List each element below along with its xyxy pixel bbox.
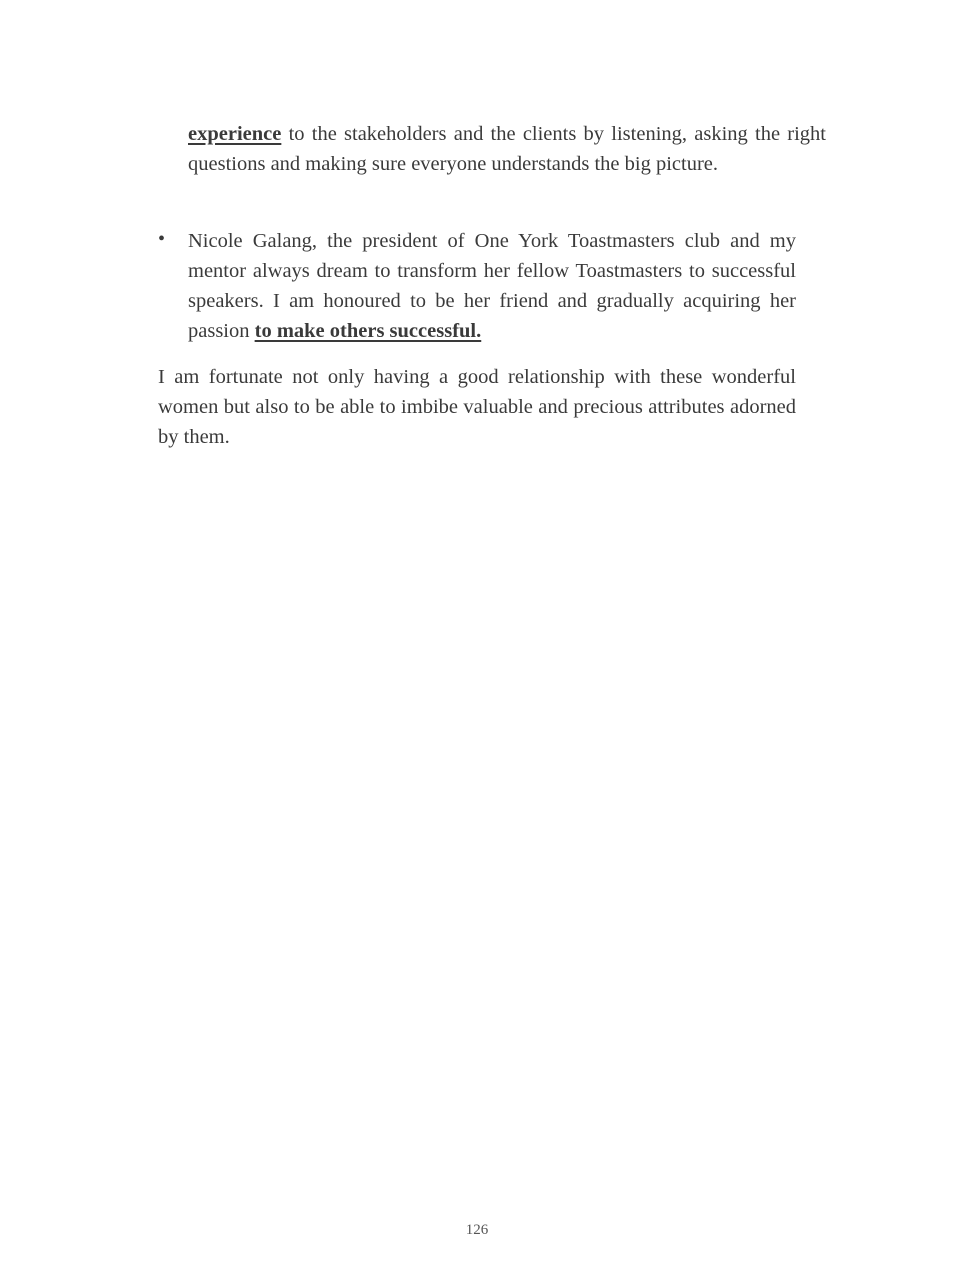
- list-item: [158, 226, 796, 346]
- page-number: 126: [465, 1222, 489, 1238]
- continuation-text: [188, 119, 826, 179]
- continuation-body: to the stakeholders and the clients by listening, asking the right questions and making sure everyone understands the big picture.: [188, 123, 826, 175]
- closing-text: I am fortunate not only having a good relationship with these wonderful women but also to be able to imbibe valuable and precious attributes adorned by them.: [158, 366, 796, 448]
- closing-paragraph: [158, 362, 796, 452]
- bullet-body: Nicole Galang, the president of One York Toastmasters club and my mentor always dream to transform her fellow Toastmasters to successful speakers. I am honoured to be her friend and gradually acquiring her passion: [188, 230, 796, 342]
- emphasis-make-others-successful: to make others successful.: [254, 320, 482, 342]
- emphasis-experience: experience: [188, 123, 282, 145]
- bullet-list: [158, 226, 796, 346]
- bullet-text: [188, 226, 796, 346]
- continuation-paragraph: [158, 119, 826, 179]
- bullet-marker: •: [158, 228, 166, 250]
